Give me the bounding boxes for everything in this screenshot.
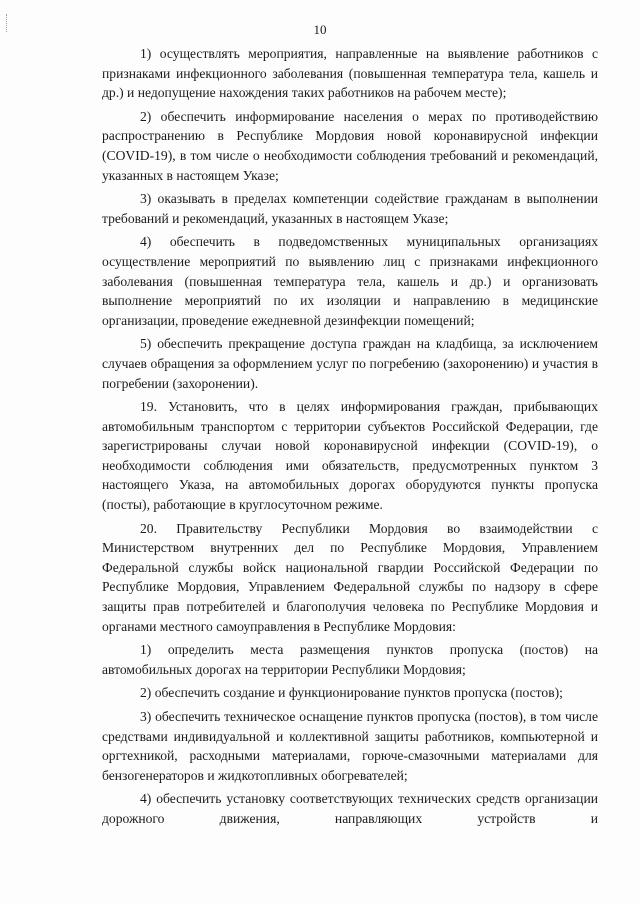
page-number: 10 [313,22,327,37]
document-body [102,44,598,833]
paragraph-subitem-3: 3) обеспечить техническое оснащение пунктов пропуска (постов), в том числе средствами индивидуальной и коллективной защиты работников, компьютерной и оргтехникой, расходными материалами, горюче-смазочными материалами для бензогенераторов и жидкотопливных обогревателей; [102,709,598,783]
paragraph-item-5: 5) обеспечить прекращение доступа граждан на кладбища, за исключением случаев обращения за оформлением услуг по погребению (захоронению) и участия в погребении (захоронении). [102,336,598,391]
paragraph-item-2: 2) обеспечить информирование населения о мерах по противодействию распространению в Республике Мордовия новой коронавирусной инфекции (COVID-19), в том числе о необходимости соблюдения требований и рекомендаций, указанных в настоящем Указе; [102,108,598,183]
paragraph-item-1: 1) осуществлять мероприятия, направленные на выявление работников с признаками инфекционного заболевания (повышенная температура тела, кашель и др.) и недопущение нахождения таких работников на рабочем месте); [102,46,598,101]
paragraph-subitem-1: 1) определить места размещения пунктов пропуска (постов) на автомобильных дорогах на территории Республики Мордовия; [102,642,598,677]
paragraph-item-3: 3) оказывать в пределах компетенции содействие гражданам в выполнении требований и рекомендаций, указанных в настоящем Указе; [102,191,598,226]
paragraph-subitem-4: 4) обеспечить установку соответствующих технических средств организации дорожного движения, направляющих устройств и [102,791,598,826]
paragraph-item-4: 4) обеспечить в подведомственных муниципальных организациях осуществление мероприятий по выявлению лиц с признаками инфекционного заболевания (повышенная температура тела, кашель и др.) и организовать выполнение мероприятий по их изоляции и направлению в медицинские организации, проведение ежедневной дезинфекции помещений; [102,234,598,328]
paragraph-subitem-2: 2) обеспечить создание и функционирование пунктов пропуска (постов); [140,685,563,701]
paragraph-clause-19: 19. Установить, что в целях информирования граждан, прибывающих автомобильным транспортом с территории субъектов Российской Федерации, где зарегистрированы случаи новой коронавирусной инфекции (COVID-19), о необходимости соблюдения ими обязательств, предусмотренных пунктом 3 настоящего Указа, на автомобильных дорогах оборудуются пункты пропуска (посты), работающие в круглосуточном режиме. [102,399,598,513]
paragraph-clause-20: 20. Правительству Республики Мордовия во взаимодействии с Министерством внутренних дел по Республике Мордовия, Управлением Федеральной службы войск национальной гвардии Российской Федерации по Республике Мордовия, Управлением Федеральной службы по надзору в сфере защиты прав потребителей и благополучия человека по Республике Мордовия и органами местного самоуправления в Республике Мордовия: [102,520,598,634]
